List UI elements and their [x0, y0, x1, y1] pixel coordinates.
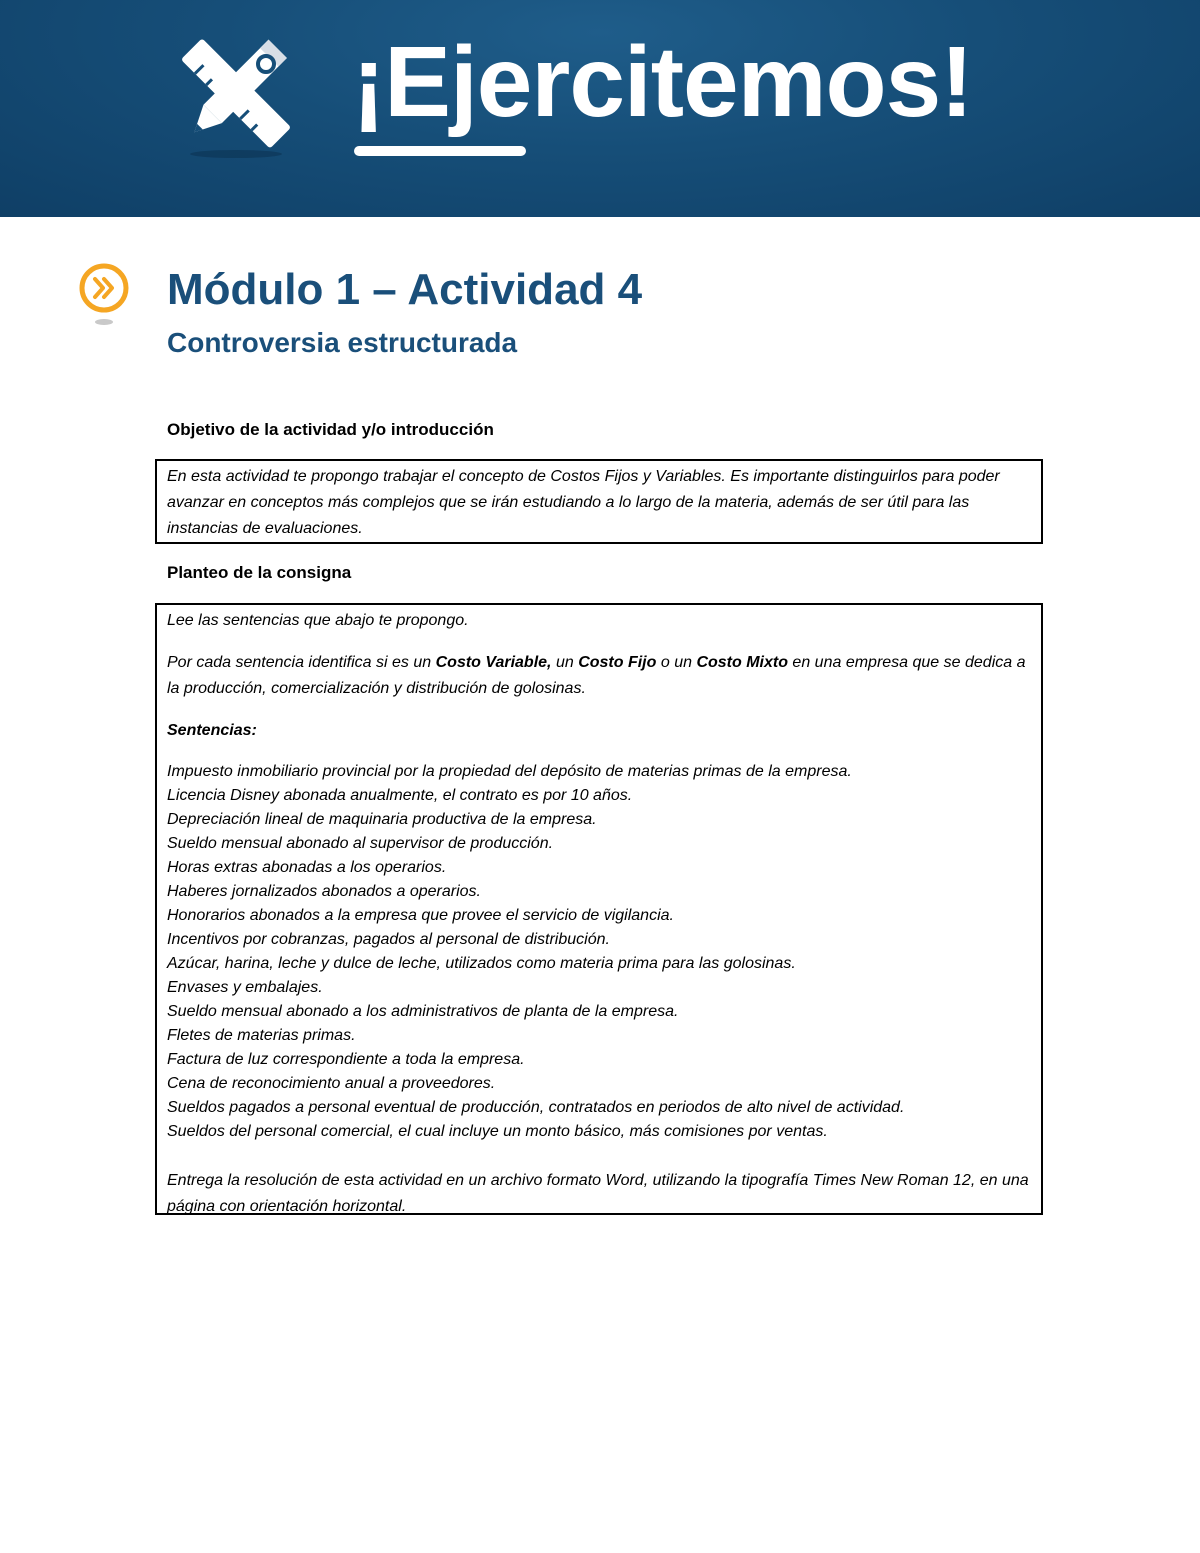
banner-underline	[354, 146, 526, 156]
list-item: Azúcar, harina, leche y dulce de leche, utilizados como materia prima para las golosinas.	[167, 955, 796, 972]
list-item: Horas extras abonadas a los operarios.	[167, 859, 447, 876]
instructions-intro: Lee las sentencias que abajo te propongo.	[167, 612, 469, 629]
instructions-task	[167, 650, 1031, 702]
sentences-label: Sentencias:	[167, 722, 257, 739]
module-subtitle: Controversia estructurada	[167, 327, 518, 358]
task-part2: un	[551, 654, 579, 671]
list-item: Fletes de materias primas.	[167, 1027, 356, 1044]
term-variable: Costo Variable,	[435, 654, 552, 671]
header-banner	[0, 0, 1200, 217]
list-item: Honorarios abonados a la empresa que provee el servicio de vigilancia.	[167, 907, 674, 924]
sentences-list	[167, 760, 1031, 1144]
task-part3: o un	[656, 654, 697, 671]
module-title: Módulo 1 – Actividad 4	[167, 265, 643, 314]
instructions-box	[155, 603, 1043, 1215]
task-part1: Por cada sentencia identifica si es un	[167, 654, 436, 671]
list-item: Impuesto inmobiliario provincial por la propiedad del depósito de materias primas de la empresa.	[167, 763, 852, 780]
ruler-pencil-icon	[180, 36, 292, 160]
term-fixed: Costo Fijo	[578, 654, 657, 671]
objective-text: En esta actividad te propongo trabajar el concepto de Costos Fijos y Variables. Es importante distinguirlos para poder avanzar en conceptos más complejos que se irán estudiando a lo largo de la materia, además de ser útil para las instancias de evaluaciones.	[167, 468, 1000, 537]
list-item: Haberes jornalizados abonados a operarios.	[167, 883, 481, 900]
list-item: Cena de reconocimiento anual a proveedores.	[167, 1075, 496, 1092]
list-item: Factura de luz correspondiente a toda la empresa.	[167, 1051, 525, 1068]
list-item: Sueldos del personal comercial, el cual incluye un monto básico, más comisiones por ventas.	[167, 1123, 828, 1140]
list-item: Sueldo mensual abonado al supervisor de producción.	[167, 835, 554, 852]
list-item: Envases y embalajes.	[167, 979, 323, 996]
objective-box	[155, 459, 1043, 544]
instructions-heading: Planteo de la consigna	[167, 563, 352, 582]
list-item: Sueldos pagados a personal eventual de producción, contratados en periodos de alto nivel de actividad.	[167, 1099, 905, 1116]
term-mixed: Costo Mixto	[696, 654, 788, 671]
banner-title: ¡Ejercitemos!	[352, 26, 973, 138]
delivery-instructions: Entrega la resolución de esta actividad en un archivo formato Word, utilizando la tipografía Times New Roman 12, en una página con orientación horizontal.	[167, 1172, 1029, 1215]
list-item: Licencia Disney abonada anualmente, el contrato es por 10 años.	[167, 787, 633, 804]
objective-heading: Objetivo de la actividad y/o introducción	[167, 420, 494, 439]
list-item: Sueldo mensual abonado a los administrativos de planta de la empresa.	[167, 1003, 679, 1020]
task-part4: en una empresa que se dedica a la producción, comercialización y distribución de golosinas.	[167, 654, 1026, 697]
list-item: Incentivos por cobranzas, pagados al personal de distribución.	[167, 931, 610, 948]
double-chevron-right-icon	[78, 262, 134, 328]
list-item: Depreciación lineal de maquinaria productiva de la empresa.	[167, 811, 597, 828]
